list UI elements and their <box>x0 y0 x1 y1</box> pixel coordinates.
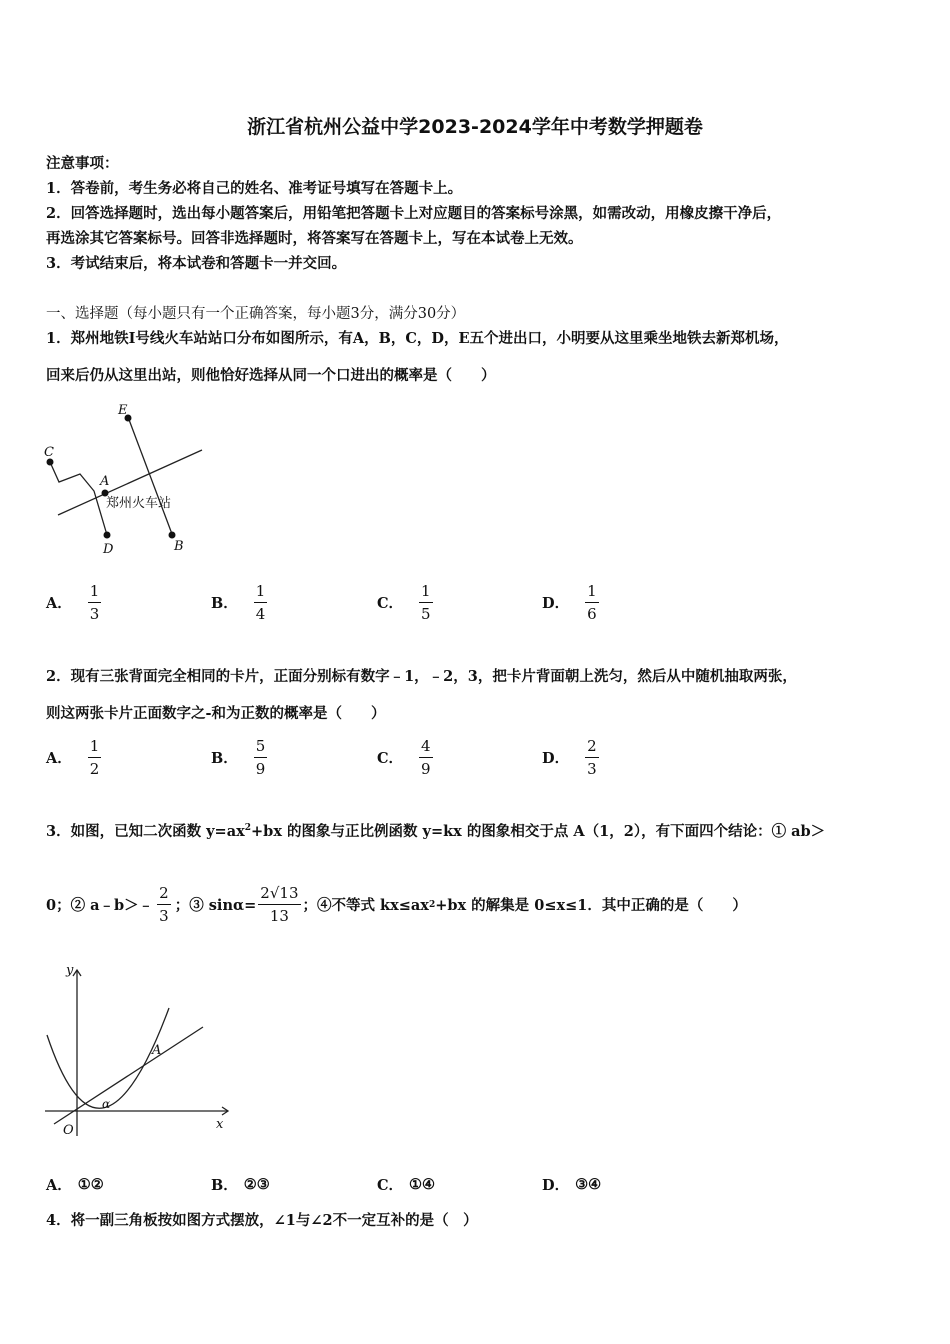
q2-text-line1: 2．现有三张背面完全相同的卡片，正面分别标有数字﹣1，﹣2，3，把卡片背面朝上洗匀，然后从中随机抽取两张， <box>46 668 797 685</box>
q2-option-a[interactable]: A． $\frac{1}{2}$ <box>46 737 100 778</box>
notice-item: 1．答卷前，考生务必将自己的姓名、准考证号填写在答题卡上。 <box>46 180 463 197</box>
angle-alpha-label: α <box>102 1097 111 1111</box>
page-title: 浙江省杭州公益中学2023-2024学年中考数学押题卷 <box>247 116 703 138</box>
q3-option-d[interactable]: D． ③④ <box>542 1176 602 1194</box>
q3-text-line1: 3．如图，已知二次函数 $y=ax^2+bx$ 的图象与正比例函数 y=kx 的图象相交于点 A（1，2），有下面四个结论：① ab＞ <box>46 823 826 840</box>
q1-option-d[interactable]: D． $\frac{1}{6}$ <box>542 582 597 623</box>
q3-option-c[interactable]: C． ①④ <box>377 1176 436 1194</box>
notice-item: 再选涂其它答案标号。回答非选择题时，将答案写在答题卡上，写在本试卷上无效。 <box>46 230 583 247</box>
origin-label: O <box>63 1123 74 1138</box>
q2-text-line2: 则这两张卡片正面数字之-和为正数的概率是（ ） <box>46 705 386 722</box>
parabola-curve <box>47 1008 169 1108</box>
q3-option-b[interactable]: B． ②③ <box>211 1176 270 1194</box>
notice-item: 2．回答选择题时，选出每小题答案后，用铅笔把答题卡上对应题目的答案标号涂黑，如需改动，用橡皮擦干净后， <box>46 205 782 222</box>
entrance-d-dot <box>104 532 111 539</box>
label-b: B <box>174 539 184 554</box>
notice-item: 3．考试结束后，将本试卷和答题卡一并交回。 <box>46 255 347 272</box>
label-a: A <box>100 474 110 489</box>
q3-graph-figure <box>40 960 240 1145</box>
q1-option-b[interactable]: B． $\frac{1}{4}$ <box>211 582 266 623</box>
label-e: E <box>118 403 128 418</box>
q4-text-line1: 4．将一副三角板按如图方式摆放，∠1与∠2不一定互补的是（ ） <box>46 1212 478 1229</box>
q1-station-figure <box>40 398 210 563</box>
q2-option-d[interactable]: D． $\frac{2}{3}$ <box>542 737 597 778</box>
y-axis-label: y <box>66 963 74 978</box>
q3-option-a[interactable]: A． ①② <box>46 1176 104 1194</box>
point-a-label: A <box>152 1043 162 1058</box>
q1-option-c[interactable]: C． $\frac{1}{5}$ <box>377 582 431 623</box>
entrance-b-dot <box>169 532 176 539</box>
q1-text-line1: 1．郑州地铁Ⅰ号线火车站站口分布如图所示，有A，B，C，D，E五个进出口，小明要从这里乘坐地铁去新郑机场， <box>46 330 789 347</box>
q2-option-b[interactable]: B． $\frac{5}{9}$ <box>211 737 266 778</box>
label-c: C <box>44 445 54 460</box>
station-label: 郑州火车站 <box>106 496 172 511</box>
notice-heading: 注意事项： <box>46 155 119 172</box>
label-d: D <box>103 542 114 557</box>
q1-text-line2: 回来后仍从这里出站，则他恰好选择从同一个口进出的概率是（ ） <box>46 367 496 384</box>
q1-option-a[interactable]: A． $\frac{1}{3}$ <box>46 582 100 623</box>
q3-text-line2: 0；② a﹣b＞﹣ $\frac{2}{3}$ ；③ sinα= $\frac{2√13}{13}$ ；④不等式 kx≤ax 2 +bx 的解集是 0≤x≤1．其中正确的是（ ） <box>46 884 747 925</box>
q3-fraction-sin: $\frac{2√13}{13}$ <box>260 884 299 925</box>
section-heading: 一、选择题（每小题只有一个正确答案，每小题3分，满分30分） <box>46 306 466 322</box>
q2-option-c[interactable]: C． $\frac{4}{9}$ <box>377 737 431 778</box>
x-axis-label: x <box>216 1117 224 1132</box>
q3-fraction-two-thirds: $\frac{2}{3}$ <box>159 884 169 925</box>
